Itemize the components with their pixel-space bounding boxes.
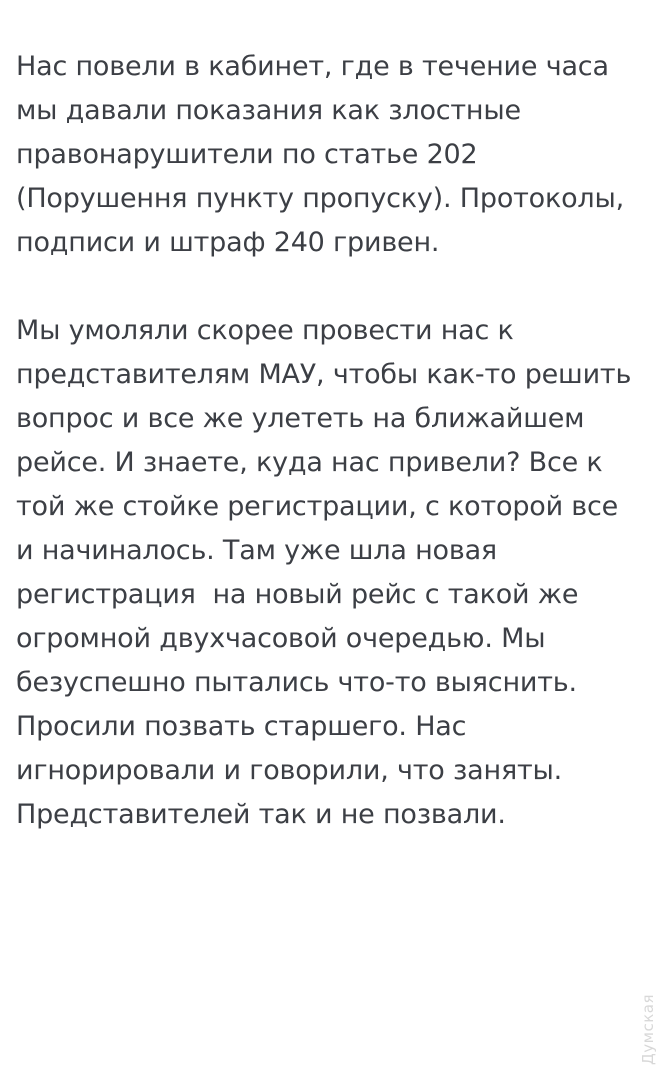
watermark-label: Думская	[639, 994, 657, 1065]
paragraph-2: Мы умоляли скорее провести нас к представителям МАУ, чтобы как-то решить вопрос и все же улететь на ближайшем рейсе. И знаете, куда нас привели? Все к той же стойке регистрации, с которой все и начиналось. Там уже шла новая регистрация на новый рейс с такой же огромной двухчасовой очередью. Мы безуспешно пытались что-то выяснить. Просили позвать старшего. Нас игнорировали и говорили, что заняты. Представителей так и не позвали.	[16, 315, 640, 830]
paragraph-1: Нас повели в кабинет, где в течение часа мы давали показания как злостные правонарушители по статье 202 (Порушення пункту пропуску). Протоколы, подписи и штраф 240 гривен.	[16, 51, 633, 258]
